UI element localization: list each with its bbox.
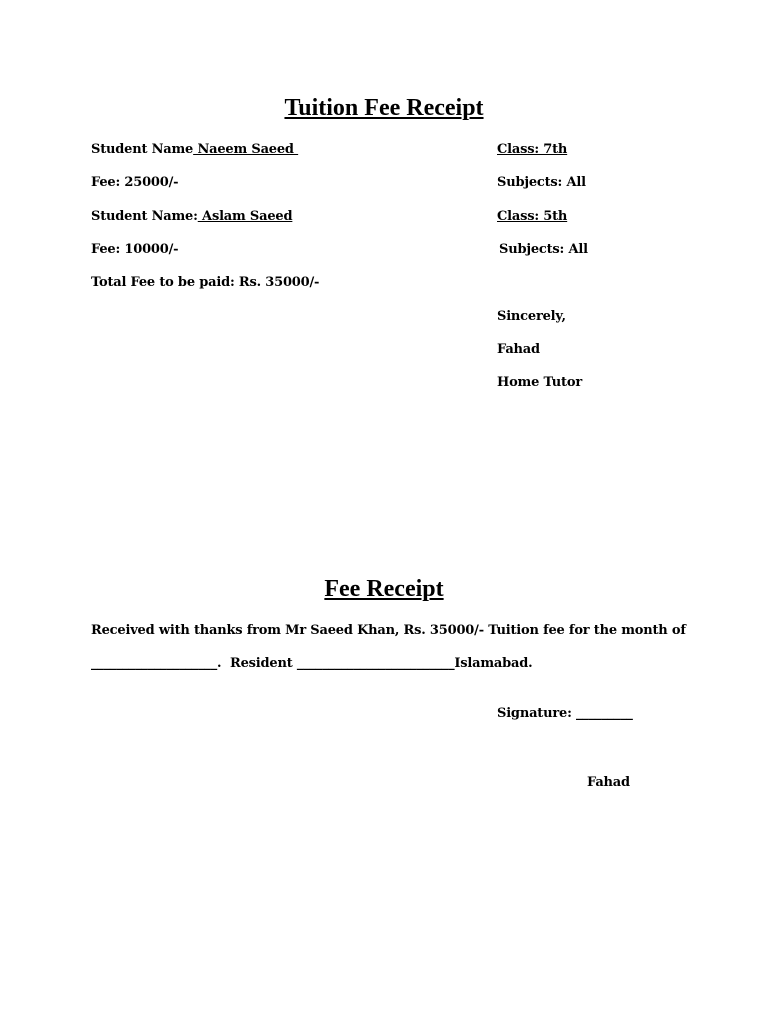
city-text: Islamabad.: [454, 656, 533, 671]
signature-line: [497, 706, 633, 722]
student2-name-value: Aslam Saeed: [197, 209, 293, 224]
student2-fee: Fee: 10000/-: [91, 242, 179, 257]
resident-blank: _________________________: [296, 656, 455, 671]
receipt-title: Tuition Fee Receipt: [284, 95, 484, 121]
signature-blank: _________: [576, 706, 633, 721]
month-resident-line: [91, 656, 532, 672]
student1-fee: Fee: 25000/-: [91, 175, 179, 190]
student2-name-label: Student Name:: [91, 209, 198, 224]
student1-subjects: Subjects: All: [497, 175, 586, 190]
student2-class: Class: 5th: [497, 209, 568, 224]
student2-name-line: [91, 209, 292, 225]
total-fee: Total Fee to be paid: Rs. 35000/-: [91, 275, 320, 290]
signatory-name: Fahad: [497, 342, 540, 357]
month-blank: ____________________: [91, 656, 218, 671]
closing-text: Sincerely,: [497, 309, 566, 324]
student1-name-line: [91, 142, 298, 158]
fee-receipt-title: Fee Receipt: [324, 576, 444, 602]
student2-subjects: Subjects: All: [499, 242, 588, 257]
receipt2-signatory-name: Fahad: [587, 775, 630, 790]
student1-class: Class: 7th: [497, 142, 568, 157]
received-text: Received with thanks from Mr Saeed Khan, Rs. 35000/- Tuition fee for the month of: [91, 623, 686, 638]
signatory-title: Home Tutor: [497, 375, 582, 390]
signature-label: Signature:: [497, 706, 576, 721]
resident-label: . Resident: [217, 656, 297, 671]
student1-name-value: Naeem Saeed: [193, 142, 299, 157]
student1-name-label: Student Name: [91, 142, 194, 157]
